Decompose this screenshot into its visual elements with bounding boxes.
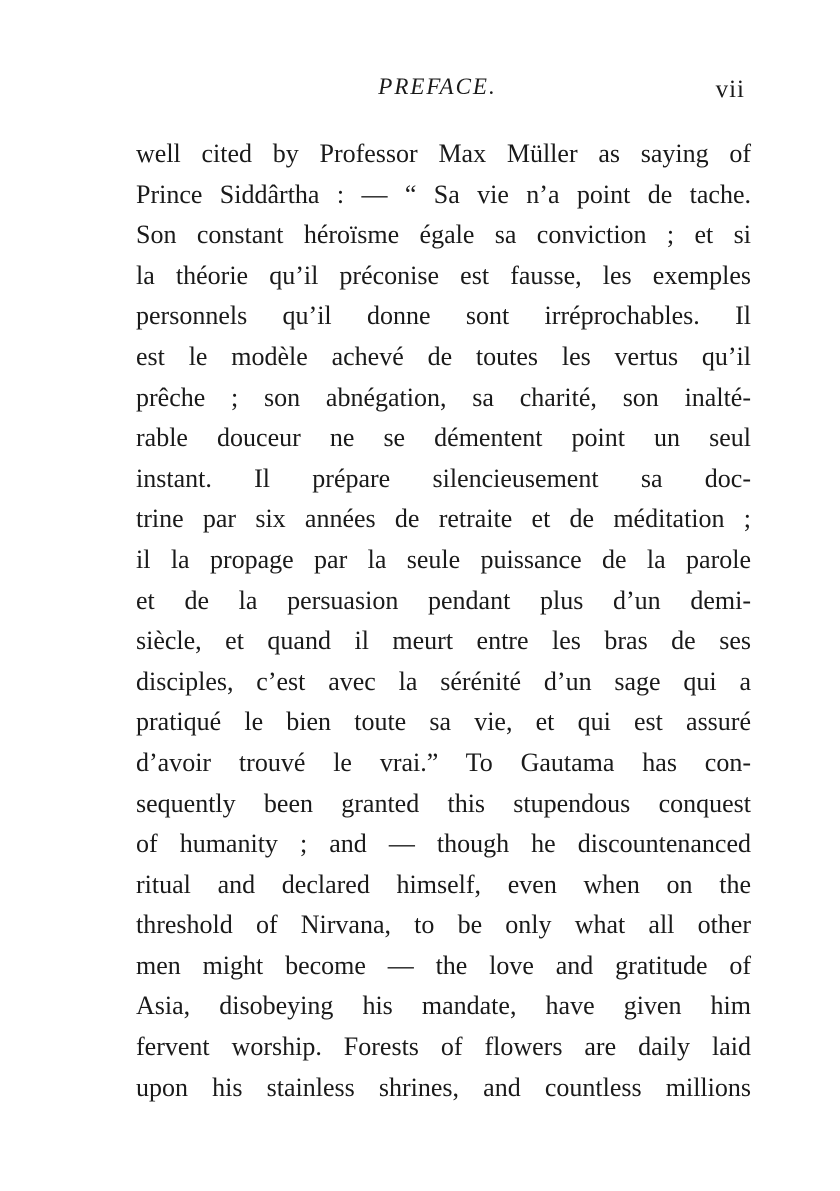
text-line: disciples, c’est avec la sérénité d’un sage qui a [136, 666, 751, 696]
text-line: rable douceur ne se démentent point un seul [136, 423, 751, 453]
text-line: la théorie qu’il préconise est fausse, les exemples [136, 260, 751, 290]
text-line: instant. Il prépare silencieusement sa doc- [136, 463, 751, 493]
text-line: d’avoir trouvé le vrai.” To Gautama has con- [136, 747, 751, 777]
text-line: et de la persuasion pendant plus d’un demi- [136, 585, 751, 615]
body-text [136, 134, 751, 1108]
text-line: men might become — the love and gratitude of [136, 950, 751, 980]
text-line: siècle, et quand il meurt entre les bras de ses [136, 626, 751, 656]
text-line: pratiqué le bien toute sa vie, et qui est assuré [136, 707, 751, 737]
text-line: of humanity ; and — though he discountenanced [136, 829, 751, 859]
text-line: upon his stainless shrines, and countless millions [136, 1072, 751, 1102]
running-head [130, 70, 745, 110]
text-line: trine par six années de retraite et de méditation ; [136, 504, 751, 534]
page-number: vii [715, 76, 745, 103]
text-line: sequently been granted this stupendous conquest [136, 788, 751, 818]
text-line: fervent worship. Forests of flowers are daily laid [136, 1032, 751, 1062]
text-line: Prince Siddârtha : — “ Sa vie n’a point de tache. [136, 179, 751, 209]
running-title: PREFACE. [378, 74, 497, 99]
text-line: threshold of Nirvana, to be only what all other [136, 910, 751, 940]
text-line: Asia, disobeying his mandate, have given him [136, 991, 751, 1021]
text-line: est le modèle achevé de toutes les vertus qu’il [136, 341, 751, 371]
text-line: Son constant héroïsme égale sa conviction ; et si [136, 220, 751, 250]
text-line: prêche ; son abnégation, sa charité, son inalté- [136, 382, 751, 412]
text-line: personnels qu’il donne sont irréprochables. Il [136, 301, 751, 331]
text-line: il la propage par la seule puissance de la parole [136, 544, 751, 574]
text-line: well cited by Professor Max Müller as saying of [136, 139, 751, 168]
text-line: ritual and declared himself, even when on the [136, 869, 751, 899]
